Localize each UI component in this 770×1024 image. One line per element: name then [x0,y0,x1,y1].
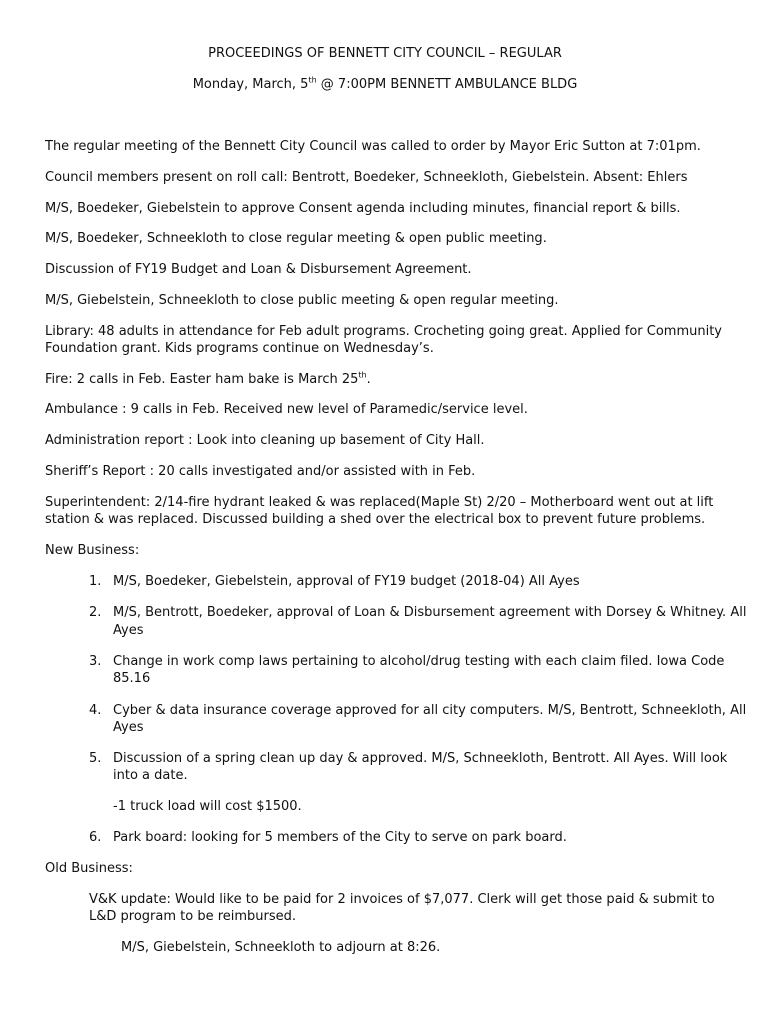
meeting-date-time-location: @ 7:00PM BENNETT AMBULANCE BLDG [316,77,578,92]
superintendent-report-line-2: station & was replaced. Discussed building a shed over the electrical box to prevent future problems. [45,512,706,527]
ambulance-report: Ambulance : 9 calls in Feb. Received new level of Paramedic/service level. [45,402,528,417]
old-business-heading: Old Business: [45,861,133,876]
list-item: M/S, Boedeker, Giebelstein, approval of FY19 budget (2018-04) All Ayes [113,574,580,589]
list-item-number: 6. [89,830,102,845]
list-item-continuation: into a date. [113,768,188,783]
adjourn-motion: M/S, Giebelstein, Schneekloth to adjourn at 8:26. [121,940,441,955]
close-public-motion: M/S, Giebelstein, Schneekloth to close public meeting & open regular meeting. [45,293,559,308]
list-item: M/S, Bentrott, Boedeker, approval of Loan & Disbursement agreement with Dorsey & Whitney. All [113,605,747,620]
list-item: Cyber & data insurance coverage approved for all city computers. M/S, Bentrott, Schneekloth, All [113,703,747,718]
sheriff-report: Sheriff’s Report : 20 calls investigated and/or assisted with in Feb. [45,464,476,479]
list-item-number: 2. [89,605,102,620]
vk-update-line-2: L&D program to be reimbursed. [89,909,297,924]
list-item-continuation: 85.16 [113,671,151,686]
list-item-number: 3. [89,654,102,669]
fire-report [45,371,371,388]
fire-report-text: Fire: 2 calls in Feb. Easter ham bake is March 25 [45,372,359,387]
list-item-continuation: Ayes [113,720,144,735]
budget-discussion: Discussion of FY19 Budget and Loan & Disbursement Agreement. [45,262,472,277]
list-item-number: 1. [89,574,102,589]
vk-update-line-1: V&K update: Would like to be paid for 2 invoices of $7,077. Clerk will get those paid & submit to [89,892,715,907]
consent-agenda-motion: M/S, Boedeker, Giebelstein to approve Consent agenda including minutes, financial report & bills. [45,201,681,216]
fire-report-end: . [366,372,371,387]
roll-call: Council members present on roll call: Bentrott, Boedeker, Schneekloth, Giebelstein. Absent: Ehlers [45,170,688,185]
meeting-date-ordinal: th [308,75,317,85]
fire-report-ordinal: th [358,370,367,380]
close-regular-motion: M/S, Boedeker, Schneekloth to close regular meeting & open public meeting. [45,231,547,246]
meeting-date-main: Monday, March, 5 [192,77,309,92]
library-report-line-1: Library: 48 adults in attendance for Feb adult programs. Crocheting going great. Applied for Community [45,324,723,339]
list-item-number: 5. [89,751,102,766]
list-item: Change in work comp laws pertaining to alcohol/drug testing with each claim filed. Iowa Code [113,654,725,669]
meeting-date [0,76,770,93]
list-item: Park board: looking for 5 members of the City to serve on park board. [113,830,567,845]
list-item: Discussion of a spring clean up day & approved. M/S, Schneekloth, Bentrott. All Ayes. Will look [113,751,728,766]
administration-report: Administration report : Look into cleaning up basement of City Hall. [45,433,485,448]
new-business-heading: New Business: [45,543,140,558]
list-item-continuation: Ayes [113,623,144,638]
document-title: PROCEEDINGS OF BENNETT CITY COUNCIL – REGULAR [208,46,562,61]
superintendent-report-line-1: Superintendent: 2/14-fire hydrant leaked & was replaced(Maple St) 2/20 – Motherboard went out at lift [45,495,714,510]
truck-load-note: -1 truck load will cost $1500. [113,799,302,814]
library-report-line-2: Foundation grant. Kids programs continue on Wednesday’s. [45,341,434,356]
list-item-number: 4. [89,703,102,718]
call-to-order: The regular meeting of the Bennett City Council was called to order by Mayor Eric Sutton at 7:01pm. [45,139,701,154]
